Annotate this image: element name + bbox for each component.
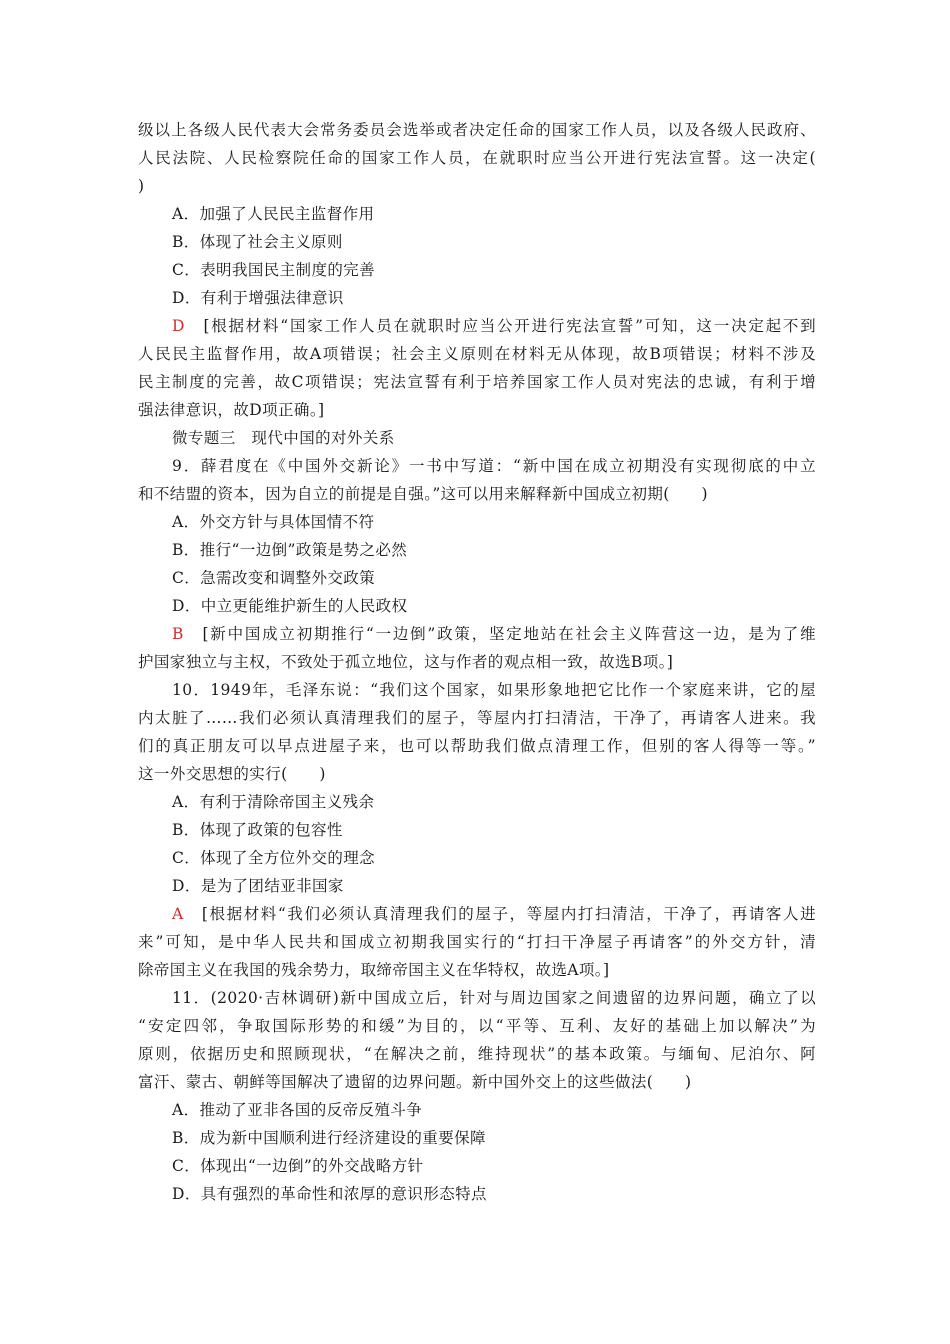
question-stem-line: 们的真正朋友可以早点进屋子来，也可以帮助我们做点清理工作，但别的客人得等一等。” [138, 737, 816, 755]
explanation-text: [新中国成立初期推行“一边倒”政策，坚定地站在社会主义阵营这一边，是为了维 [202, 625, 816, 643]
question-stem-line: 这一外交思想的实行( ) [138, 765, 326, 783]
option-c: C．表明我国民主制度的完善 [172, 261, 376, 279]
document-page [138, 116, 816, 1208]
question-stem-line: “安定四邻，争取国际形势的和缓”为目的，以“平等、互利、友好的基础上加以解决”为 [138, 1017, 816, 1035]
option-c: C．体现出“一边倒”的外交战略方针 [172, 1157, 424, 1175]
question-stem-line: 原则，依据历史和照顾现状，“在解决之前，维持现状”的基本政策。与缅甸、尼泊尔、阿 [138, 1045, 816, 1063]
option-a: A．推动了亚非各国的反帝反殖斗争 [172, 1101, 423, 1119]
option-b: B．体现了政策的包容性 [172, 821, 343, 839]
answer-explanation-line: 民主制度的完善，故C项错误；宪法宣誓有利于培养国家工作人员对宪法的忠诚，有利于增 [138, 373, 816, 391]
answer-letter: B [172, 625, 184, 643]
answer-letter: A [172, 905, 184, 923]
answer-explanation-line: 护国家独立与主权，不致处于孤立地位，这与作者的观点相一致，故选B项。] [138, 653, 674, 671]
question-stem-line: 富汗、蒙古、朝鲜等国解决了遗留的边界问题。新中国外交上的这些做法( ) [138, 1073, 692, 1091]
question-stem-line: 9．薛君度在《中国外交新论》一书中写道：“新中国在成立初期没有实现彻底的中立 [172, 457, 816, 475]
explanation-text: [根据材料“我们必须认真清理我们的屋子，等屋内打扫清洁，干净了，再请客人进 [201, 905, 816, 923]
option-b: B．成为新中国顺利进行经济建设的重要保障 [172, 1129, 486, 1147]
option-d: D．中立更能维护新生的人民政权 [172, 597, 408, 615]
option-d: D．是为了团结亚非国家 [172, 877, 344, 895]
option-c: C．急需改变和调整外交政策 [172, 569, 376, 587]
option-d: D．有利于增强法律意识 [172, 289, 344, 307]
answer-letter: D [172, 317, 185, 335]
question-10 [138, 676, 816, 984]
answer-explanation-line [138, 900, 816, 928]
option-b: B．推行“一边倒”政策是势之必然 [172, 541, 408, 559]
answer-explanation-line: 强法律意识，故D项正确。] [138, 401, 325, 419]
question-stem-line: 10．1949年，毛泽东说：“我们这个国家，如果形象地把它比作一个家庭来讲，它的屋 [172, 681, 816, 699]
answer-explanation-line [138, 312, 816, 340]
option-a: A．加强了人民民主监督作用 [172, 205, 375, 223]
option-d: D．具有强烈的革命性和浓厚的意识形态特点 [172, 1185, 487, 1203]
explanation-text: [根据材料“国家工作人员在就职时应当公开进行宪法宣誓”可知，这一决定起不到 [203, 317, 816, 335]
answer-explanation-line: 人民民主监督作用，故A项错误；社会主义原则在材料无从体现，故B项错误；材料不涉及 [138, 345, 816, 363]
section-title: 微专题三 现代中国的对外关系 [172, 429, 395, 447]
answer-explanation-line: 除帝国主义在我国的残余势力，取缔帝国主义在华特权，故选A项。] [138, 961, 610, 979]
option-a: A．有利于清除帝国主义残余 [172, 793, 375, 811]
answer-explanation-line: 来”可知，是中华人民共和国成立初期我国实行的“打扫干净屋子再请客”的外交方针，清 [138, 933, 816, 951]
question-stem-line: 11．(2020·吉林调研)新中国成立后，针对与周边国家之间遗留的边界问题，确立了以 [172, 989, 816, 1007]
option-b: B．体现了社会主义原则 [172, 233, 343, 251]
option-c: C．体现了全方位外交的理念 [172, 849, 376, 867]
answer-explanation-line [138, 620, 816, 648]
question-stem-line: 和不结盟的资本，因为自立的前提是自强。”这可以用来解释新中国成立初期( ) [138, 485, 708, 503]
question-stem-line: 级以上各级人民代表大会常务委员会选举或者决定任命的国家工作人员，以及各级人民政府、 [138, 121, 816, 139]
question-8 [138, 116, 816, 424]
question-9 [138, 452, 816, 676]
option-a: A．外交方针与具体国情不符 [172, 513, 375, 531]
question-11 [138, 984, 816, 1208]
question-stem-line: ) [138, 177, 145, 195]
question-stem-line: 内太脏了……我们必须认真清理我们的屋子，等屋内打扫清洁，干净了，再请客人进来。我 [138, 709, 816, 727]
question-stem-line: 人民法院、人民检察院任命的国家工作人员，在就职时应当公开进行宪法宣誓。这一决定( [138, 149, 816, 167]
